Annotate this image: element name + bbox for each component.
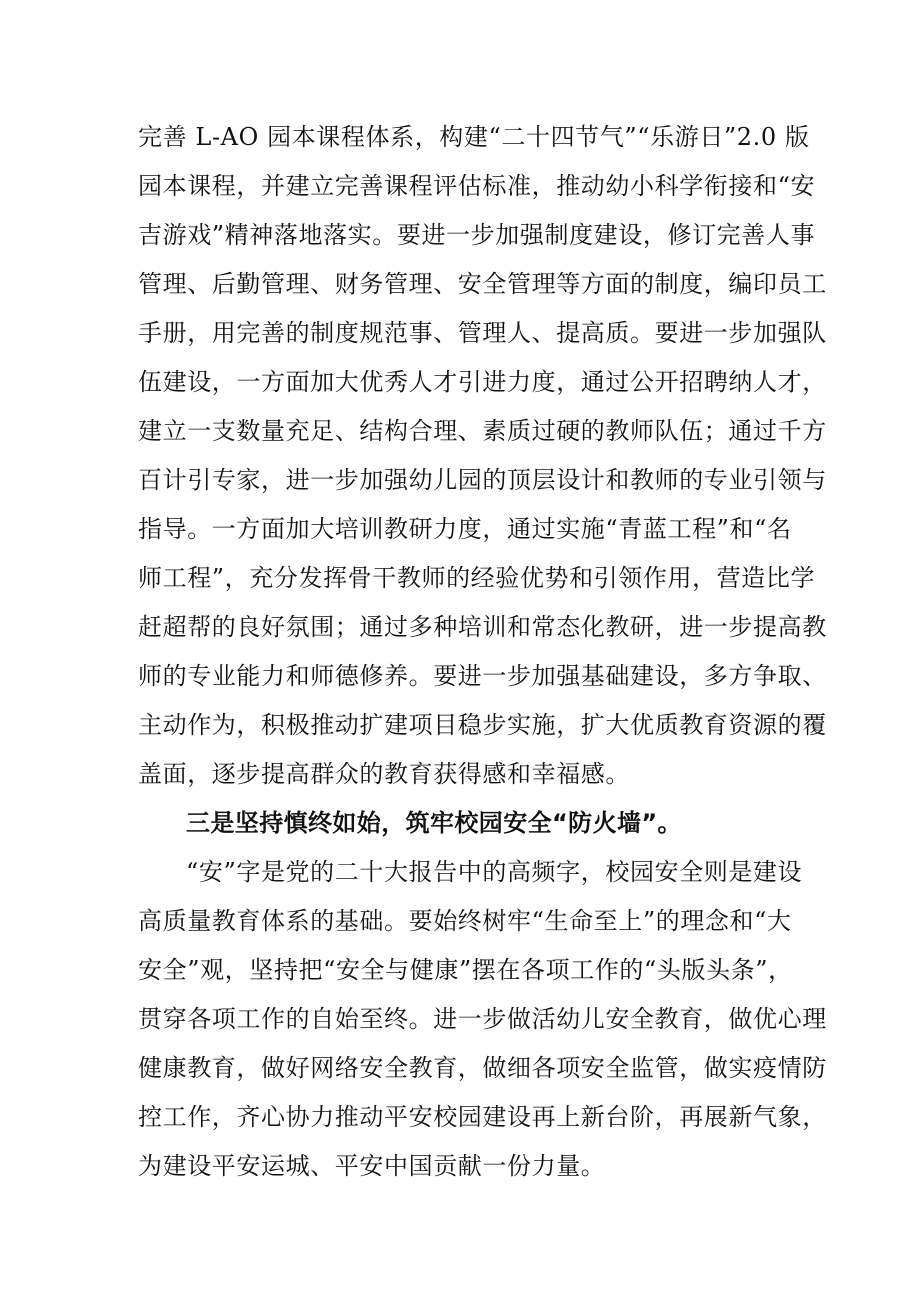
text-line: 贯穿各项工作的自始至终。进一步做活幼儿安全教育，做优心理	[138, 1005, 827, 1033]
text-line: 伍建设，一方面加大优秀人才引进力度，通过公开招聘纳人才，	[138, 368, 827, 396]
text-line: 师的专业能力和师德修养。要进一步加强基础建设，多方争取、	[138, 662, 827, 690]
text-line: 健康教育，做好网络安全教育，做细各项安全监管，做实疫情防	[138, 1054, 827, 1082]
text-line: 安全”观，坚持把“安全与健康”摆在各项工作的“头版头条”，	[138, 956, 793, 984]
text-line: 建立一支数量充足、结构合理、素质过硬的教师队伍；通过千方	[138, 417, 827, 445]
text-line: 吉游戏”精神落地落实。要进一步加强制度建设，修订完善人事	[138, 221, 816, 249]
text-line: 高质量教育体系的基础。要始终树牢“生命至上”的理念和“大	[138, 907, 792, 935]
text-line: 指导。一方面加大培训教研力度，通过实施“青蓝工程”和“名	[138, 515, 792, 543]
text-line: 主动作为，积极推动扩建项目稳步实施，扩大优质教育资源的覆	[138, 711, 827, 739]
text-line: 手册，用完善的制度规范事、管理人、提高质。要进一步加强队	[138, 319, 827, 347]
text-line: “安”字是党的二十大报告中的高频字，校园安全则是建设	[186, 858, 803, 886]
text-line: 园本课程，并建立完善课程评估标准，推动幼小科学衔接和“安	[138, 172, 816, 200]
text-line: 管理、后勤管理、财务管理、安全管理等方面的制度，编印员工	[138, 270, 827, 298]
text-line: 盖面，逐步提高群众的教育获得感和幸福感。	[138, 760, 630, 788]
text-line: 赶超帮的良好氛围；通过多种培训和常态化教研，进一步提高教	[138, 613, 827, 641]
text-line: 百计引专家，进一步加强幼儿园的顶层设计和教师的专业引领与	[138, 466, 827, 494]
text-line: 控工作，齐心协力推动平安校园建设再上新台阶，再展新气象，	[138, 1103, 827, 1131]
section-heading: 三是坚持慎终如始，筑牢校园安全“防火墙”。	[186, 809, 682, 837]
text-line: 完善 L-AO 园本课程体系，构建“二十四节气”“乐游日”2.0 版	[138, 123, 810, 151]
text-line: 师工程”，充分发挥骨干教师的经验优势和引领作用，营造比学	[138, 564, 816, 592]
text-line: 为建设平安运城、平安中国贡献一份力量。	[138, 1152, 606, 1180]
